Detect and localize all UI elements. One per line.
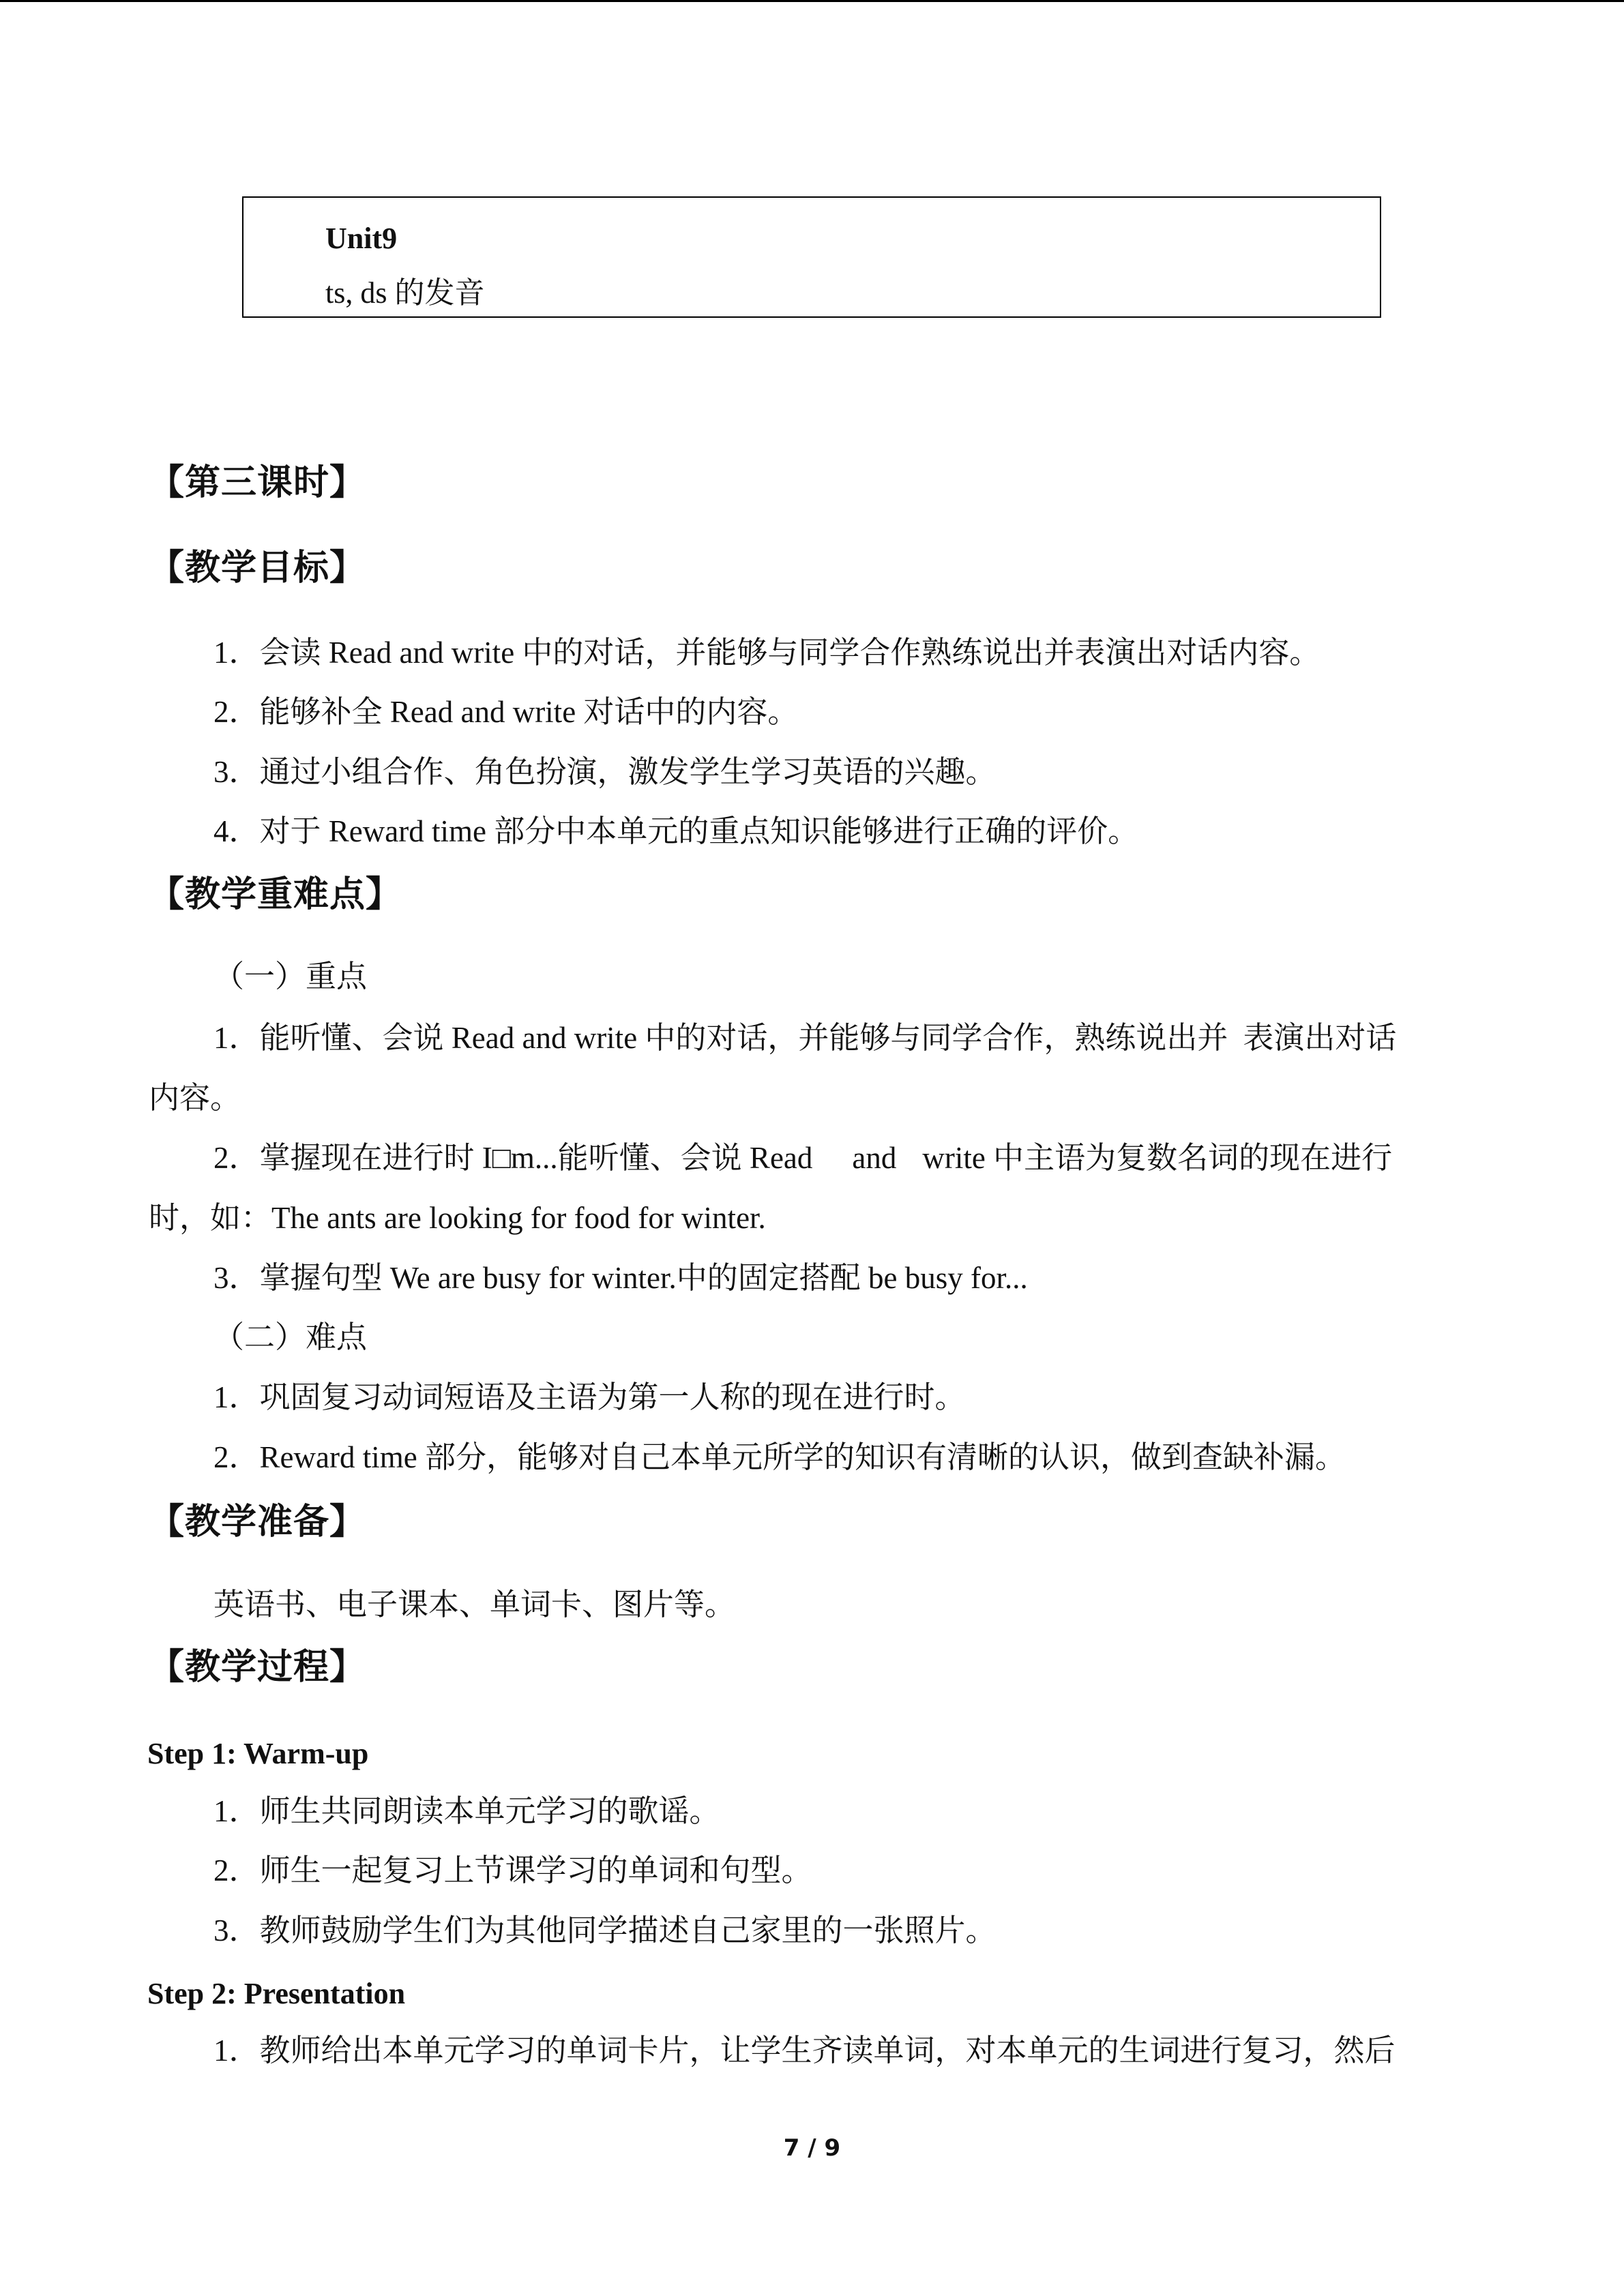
- difficulty-label: （二）难点: [213, 1320, 368, 1354]
- goal-item: 2．能够补全 Read and write 对话中的内容。: [213, 695, 799, 729]
- difficulty-item: 2．Reward time 部分，能够对自己本单元所学的知识有清晰的认识，做到查缺补漏。: [213, 1440, 1346, 1474]
- key-item: 3．掌握句型 We are busy for winter.中的固定搭配 be busy for...: [213, 1261, 1028, 1295]
- unit-box: [242, 196, 1381, 318]
- step-item: 1．教师给出本单元学习的单词卡片，让学生齐读单词，对本单元的生词进行复习，然后: [213, 2033, 1396, 2068]
- keypoints-heading: 【教学重难点】: [149, 876, 402, 914]
- goal-item: 1．会读 Read and write 中的对话，并能够与同学合作熟练说出并表演出对话内容。: [213, 636, 1320, 670]
- step-1-title: Step 1: Warm-up: [147, 1737, 369, 1770]
- step-2-title: Step 2: Presentation: [147, 1977, 406, 2010]
- unit-title: Unit9: [325, 222, 398, 255]
- goal-item: 4．对于 Reward time 部分中本单元的重点知识能够进行正确的评价。: [213, 814, 1139, 848]
- difficulty-item: 1．巩固复习动词短语及主语为第一人称的现在进行时。: [213, 1380, 966, 1414]
- key-item-continuation: 内容。: [149, 1081, 241, 1115]
- key-item: 2．掌握现在进行时 I□m...能听懂、会说 Read and write 中主语为复数名词的现在进行: [213, 1141, 1393, 1175]
- lesson-heading: 【第三课时】: [149, 464, 366, 503]
- prep-heading: 【教学准备】: [149, 1503, 366, 1542]
- prep-text: 英语书、电子课本、单词卡、图片等。: [213, 1587, 736, 1622]
- goals-heading: 【教学目标】: [149, 549, 366, 588]
- goal-item: 3．通过小组合作、角色扮演，激发学生学习英语的兴趣。: [213, 755, 996, 789]
- page-top-border: [0, 0, 1624, 2]
- process-heading: 【教学过程】: [149, 1648, 366, 1687]
- page-number: 7 / 9: [783, 2134, 841, 2162]
- step-item: 2．师生一起复习上节课学习的单词和句型。: [213, 1853, 812, 1888]
- key-item-continuation: 时，如：The ants are looking for food for winter.: [149, 1201, 766, 1235]
- step-item: 1．师生共同朗读本单元学习的歌谣。: [213, 1794, 720, 1828]
- key-item: 1．能听懂、会说 Read and write 中的对话，并能够与同学合作，熟练说出并 表演出对话: [213, 1021, 1397, 1055]
- step-item: 3．教师鼓励学生们为其他同学描述自己家里的一张照片。: [213, 1913, 996, 1948]
- key-label: （一）重点: [213, 959, 368, 994]
- unit-subtitle: ts, ds 的发音: [325, 276, 485, 310]
